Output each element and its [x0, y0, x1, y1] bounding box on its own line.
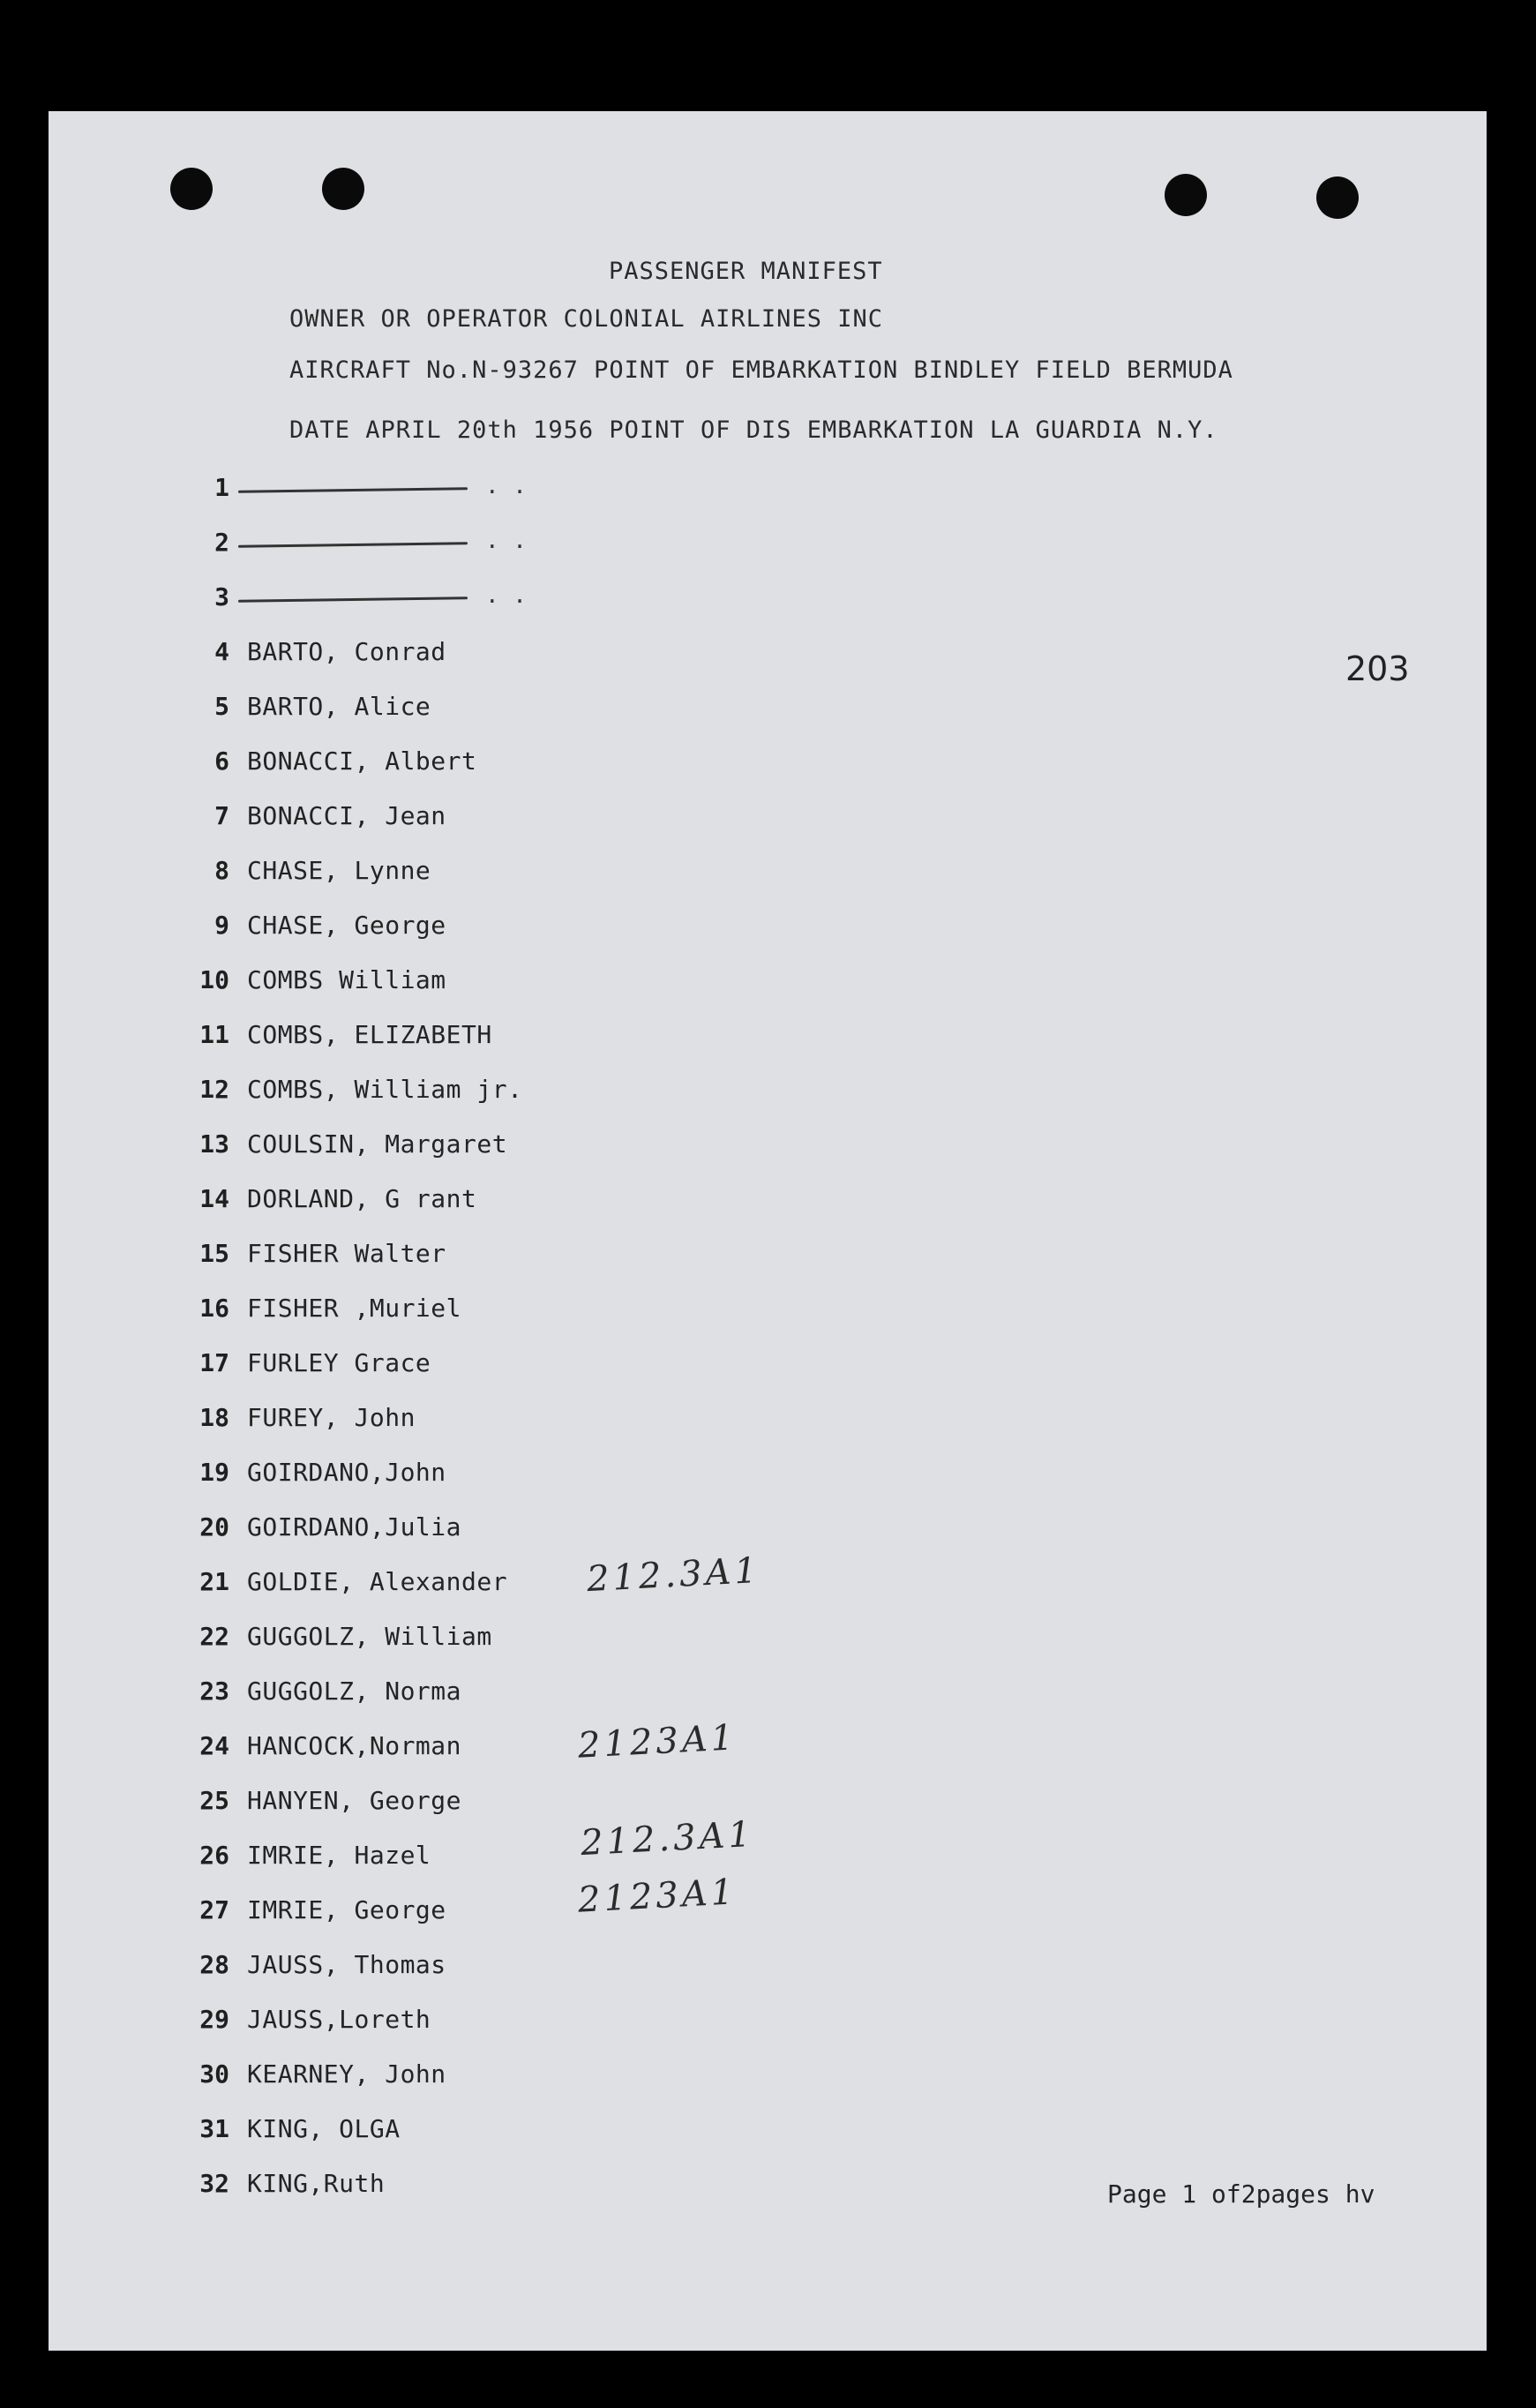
- strike-line: [238, 487, 468, 493]
- aircraft-label: AIRCRAFT No.: [289, 356, 473, 384]
- aircraft-number: N-93267: [472, 356, 579, 384]
- row-number: 18: [199, 1403, 229, 1432]
- row-number: 14: [199, 1184, 229, 1213]
- passenger-name: CHASE, Lynne: [247, 856, 431, 885]
- row-number: 28: [199, 1950, 229, 1979]
- passenger-name: FISHER Walter: [247, 1239, 446, 1268]
- row-number: 10: [199, 965, 229, 994]
- handwritten-note: 2123A1: [576, 1872, 738, 1921]
- row-number: 11: [199, 1020, 229, 1049]
- punch-hole: [170, 168, 213, 210]
- strike-dots: . .: [485, 582, 527, 609]
- row-number: 31: [199, 2114, 229, 2143]
- row-number: 7: [214, 801, 229, 830]
- row-number: 20: [199, 1512, 229, 1542]
- owner-value: COLONIAL AIRLINES INC: [563, 305, 883, 333]
- handwritten-note: 2123A1: [576, 1717, 738, 1767]
- row-number: 21: [199, 1567, 229, 1596]
- row-number: 16: [199, 1294, 229, 1323]
- date-label: DATE: [289, 416, 351, 444]
- passenger-name: COULSIN, Margaret: [247, 1129, 508, 1159]
- row-number: 22: [199, 1622, 229, 1651]
- date-value: APRIL 20th 1956: [365, 416, 595, 444]
- passenger-name: HANYEN, George: [247, 1786, 462, 1815]
- passenger-name: BONACCI, Jean: [247, 801, 446, 830]
- row-number: 19: [199, 1458, 229, 1487]
- owner-label: OWNER OR OPERATOR: [289, 305, 549, 333]
- passenger-name: GOIRDANO,Julia: [247, 1512, 462, 1542]
- passenger-name: BARTO, Conrad: [247, 637, 446, 666]
- row-number: 12: [199, 1075, 229, 1104]
- row-number: 32: [199, 2169, 229, 2198]
- row-number: 1: [214, 473, 229, 502]
- owner-line: [289, 305, 883, 333]
- passenger-name: GOIRDANO,John: [247, 1458, 446, 1487]
- punch-hole: [1165, 174, 1207, 216]
- passenger-name: GOLDIE, Alexander: [247, 1567, 508, 1596]
- handwritten-note: 212.3A1: [579, 1813, 755, 1864]
- row-number: 13: [199, 1129, 229, 1159]
- row-number: 6: [214, 746, 229, 776]
- passenger-name: BARTO, Alice: [247, 692, 431, 721]
- embarkation-value: BINDLEY FIELD BERMUDA: [913, 356, 1233, 384]
- embarkation-label: POINT OF EMBARKATION: [594, 356, 899, 384]
- passenger-name: HANCOCK,Norman: [247, 1731, 462, 1760]
- row-number: 17: [199, 1348, 229, 1377]
- row-number: 27: [199, 1895, 229, 1924]
- passenger-name: JAUSS,Loreth: [247, 2005, 431, 2034]
- passenger-name: FISHER ,Muriel: [247, 1294, 462, 1323]
- strike-dots: . .: [485, 528, 527, 554]
- passenger-name: KING, OLGA: [247, 2114, 401, 2143]
- handwritten-note: 212.3A1: [585, 1549, 761, 1601]
- date-line: [289, 416, 1218, 444]
- passenger-name: IMRIE, Hazel: [247, 1841, 431, 1870]
- row-number: 3: [214, 582, 229, 611]
- row-number: 2: [214, 528, 229, 557]
- row-number: 26: [199, 1841, 229, 1870]
- row-number: 15: [199, 1239, 229, 1268]
- manifest-title: PASSENGER MANIFEST: [609, 258, 883, 285]
- row-number: 5: [214, 692, 229, 721]
- passenger-name: KING,Ruth: [247, 2169, 386, 2198]
- strike-dots: . .: [485, 473, 527, 499]
- punch-hole: [322, 168, 364, 210]
- passenger-name: GUGGOLZ, William: [247, 1622, 492, 1651]
- disembarkation-label: POINT OF DIS EMBARKATION: [609, 416, 975, 444]
- passenger-name: FURLEY Grace: [247, 1348, 431, 1377]
- passenger-name: CHASE, George: [247, 911, 446, 940]
- strike-line: [238, 596, 468, 603]
- passenger-name: GUGGOLZ, Norma: [247, 1677, 462, 1706]
- passenger-name: KEARNEY, John: [247, 2059, 446, 2089]
- row-number: 30: [199, 2059, 229, 2089]
- punch-hole: [1316, 176, 1359, 219]
- row-number: 29: [199, 2005, 229, 2034]
- row-number: 24: [199, 1731, 229, 1760]
- disembarkation-value: LA GUARDIA N.Y.: [989, 416, 1218, 444]
- passenger-name: JAUSS, Thomas: [247, 1950, 446, 1979]
- passenger-name: COMBS William: [247, 965, 446, 994]
- page-stamp-number: 203: [1345, 649, 1410, 688]
- passenger-name: BONACCI, Albert: [247, 746, 477, 776]
- passenger-name: FUREY, John: [247, 1403, 416, 1432]
- aircraft-line: [289, 356, 1233, 384]
- passenger-name: IMRIE, George: [247, 1895, 446, 1924]
- passenger-name: DORLAND, G rant: [247, 1184, 477, 1213]
- manifest-sheet: [49, 111, 1487, 2351]
- row-number: 8: [214, 856, 229, 885]
- page-footer: Page 1 of2pages hv: [1107, 2179, 1375, 2209]
- passenger-name: COMBS, William jr.: [247, 1075, 523, 1104]
- passenger-name: COMBS, ELIZABETH: [247, 1020, 492, 1049]
- row-number: 4: [214, 637, 229, 666]
- strike-line: [238, 542, 468, 548]
- row-number: 23: [199, 1677, 229, 1706]
- row-number: 25: [199, 1786, 229, 1815]
- row-number: 9: [214, 911, 229, 940]
